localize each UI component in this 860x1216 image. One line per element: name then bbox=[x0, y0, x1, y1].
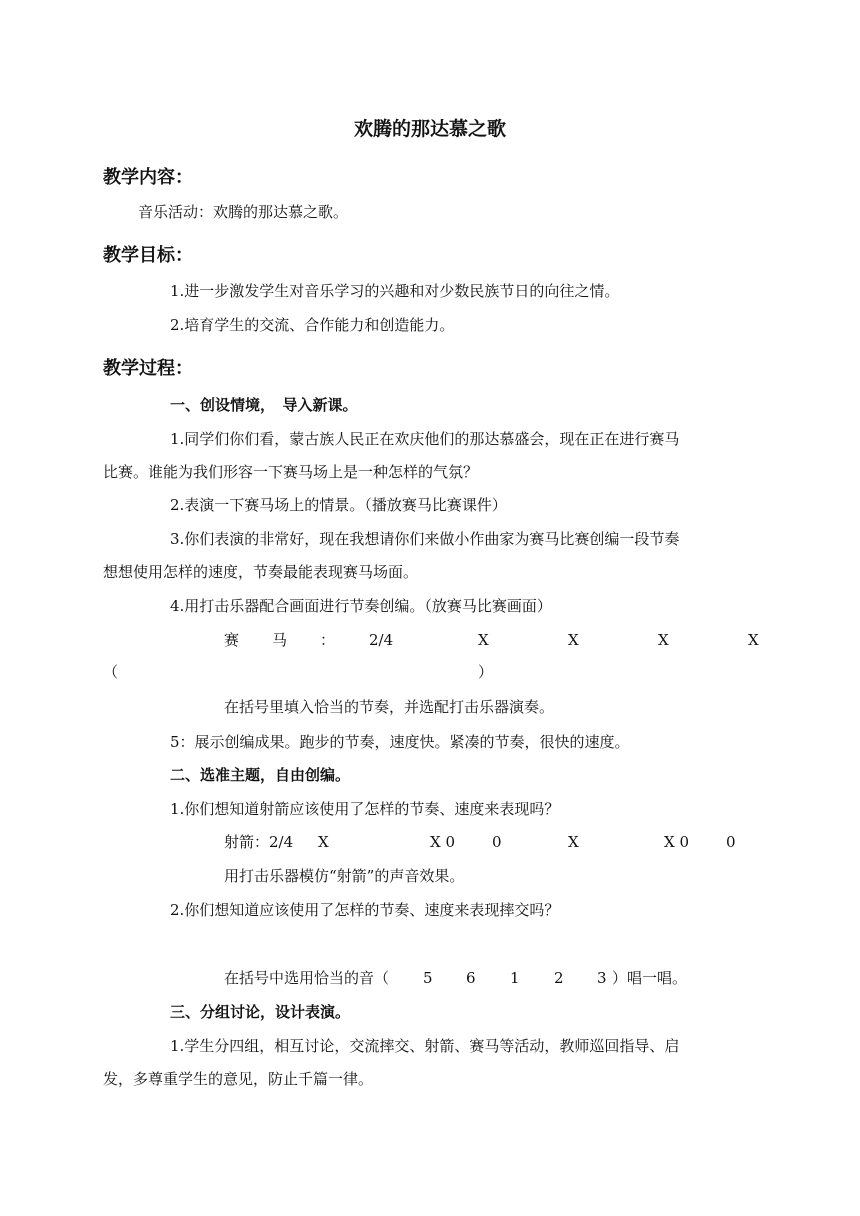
part1-heading: 一、创设情境， 导入新课。 bbox=[170, 396, 358, 414]
note-6: 6 bbox=[466, 969, 476, 987]
rhythm-beat-4: X bbox=[748, 631, 759, 649]
goal-item-1: 1.进一步激发学生对音乐学习的兴趣和对少数民族节日的向往之情。 bbox=[170, 282, 620, 300]
part1-p4: 4.用打击乐器配合画面进行节奏创编。（放赛马比赛画面） bbox=[170, 597, 552, 615]
arrow-beat-5: X 0 bbox=[664, 833, 689, 851]
arrow-beat-6: 0 bbox=[726, 833, 736, 851]
arrow-rhythm-label: 射箭：2/4 bbox=[224, 833, 294, 851]
heading-teaching-content: 教学内容： bbox=[103, 167, 193, 188]
rhythm-time-signature: 2/4 bbox=[369, 631, 394, 649]
part1-p5: 5：展示创编成果。跑步的节奏，速度快。紧凑的节奏，很快的速度。 bbox=[170, 733, 630, 751]
choose-notes-tail: ）唱一唱。 bbox=[612, 969, 688, 987]
choose-notes-lead: 在括号中选用恰当的音（ bbox=[224, 969, 390, 987]
rhythm-beat-2: X bbox=[568, 631, 579, 649]
content-line: 音乐活动：欢腾的那达慕之歌。 bbox=[138, 203, 349, 221]
note-5: 5 bbox=[423, 969, 433, 987]
part3-p1-line1: 1.学生分四组，相互讨论，交流摔交、射箭、赛马等活动，教师巡回指导、启 bbox=[170, 1037, 680, 1055]
part1-p1-line1: 1.同学们你们看，蒙古族人民正在欢庆他们的那达慕盛会，现在正在进行赛马 bbox=[170, 430, 680, 448]
rhythm-beat-3: X bbox=[658, 631, 669, 649]
rhythm-colon: ： bbox=[320, 631, 336, 649]
part1-fill-instruction: 在括号里填入恰当的节奏，并选配打击乐器演奏。 bbox=[224, 698, 555, 716]
part1-p3-line1: 3.你们表演的非常好，现在我想请你们来做小作曲家为赛马比赛创编一段节奏 bbox=[170, 530, 680, 548]
part2-heading: 二、选准主题，自由创编。 bbox=[170, 766, 351, 784]
note-1: 1 bbox=[510, 969, 520, 987]
note-3: 3 bbox=[597, 969, 607, 987]
arrow-beat-3: 0 bbox=[492, 833, 502, 851]
rhythm-paren-close: ） bbox=[478, 663, 494, 681]
document-title: 欢腾的那达慕之歌 bbox=[353, 118, 506, 140]
part2-imitate: 用打击乐器模仿“射箭”的声音效果。 bbox=[224, 867, 465, 885]
part3-p1-line2: 发，多尊重学生的意见，防止千篇一律。 bbox=[103, 1070, 374, 1088]
arrow-beat-2: X 0 bbox=[430, 833, 455, 851]
part3-heading: 三、分组讨论，设计表演。 bbox=[170, 1003, 351, 1021]
part1-p2: 2.表演一下赛马场上的情景。（播放赛马比赛课件） bbox=[170, 496, 507, 514]
note-2: 2 bbox=[554, 969, 564, 987]
rhythm-label-2: 马 bbox=[272, 631, 288, 649]
part1-p3-line2: 想想使用怎样的速度，节奏最能表现赛马场面。 bbox=[103, 563, 419, 581]
heading-teaching-process: 教学过程： bbox=[103, 358, 193, 379]
part2-q2: 2.你们想知道应该使用了怎样的节奏、速度来表现摔交吗？ bbox=[170, 901, 560, 919]
arrow-beat-4: X bbox=[568, 833, 579, 851]
rhythm-paren-open: （ bbox=[103, 663, 119, 681]
part2-q1: 1.你们想知道射箭应该使用了怎样的节奏、速度来表现吗？ bbox=[170, 800, 560, 818]
rhythm-label-1: 赛 bbox=[224, 631, 240, 649]
part1-p1-line2: 比赛。谁能为我们形容一下赛马场上是一种怎样的气氛？ bbox=[103, 463, 479, 481]
rhythm-beat-1: X bbox=[478, 631, 489, 649]
arrow-beat-1: X bbox=[318, 833, 329, 851]
goal-item-2: 2.培育学生的交流、合作能力和创造能力。 bbox=[170, 316, 455, 334]
heading-teaching-goals: 教学目标： bbox=[103, 245, 193, 266]
